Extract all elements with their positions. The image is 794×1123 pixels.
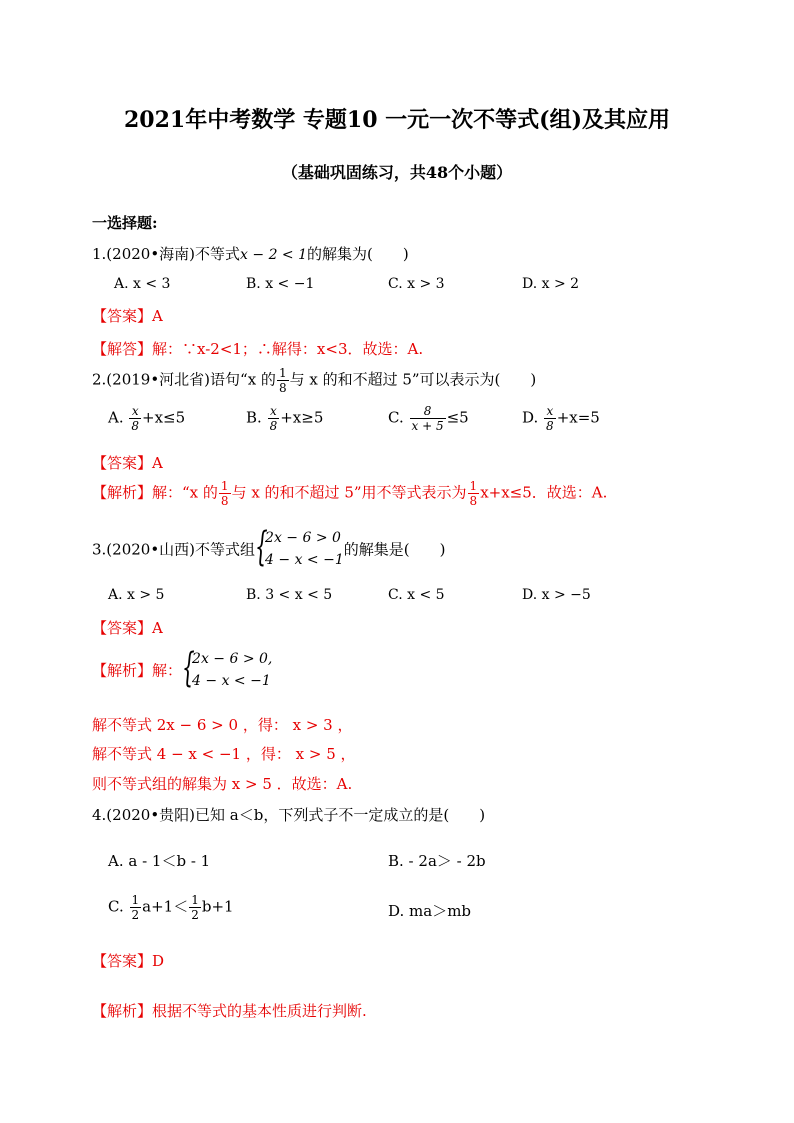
q1-stem-text: 1.(2020•海南)不等式: [92, 245, 241, 263]
q1-solution-text: 解：∵x-2<1；∴解得：x<3．故选：A.: [152, 340, 424, 358]
question-4-stem: 4.(2020•贵阳)已知 a＜b，下列式子不一定成立的是( ): [92, 806, 486, 824]
q3-stem-text: 3.(2020•山西)不等式组: [92, 540, 256, 559]
answer-tag: 【答案】: [92, 454, 153, 472]
q3-analysis-line-2: 解不等式 4 − x < −1 ，得： x > 5 ，: [92, 745, 356, 763]
question-2-stem: [92, 366, 536, 395]
q3-option-d: D. x > −5: [522, 587, 591, 603]
q1-stem-tail: 的解集为( ): [307, 245, 409, 263]
q3-option-a: A. x > 5: [108, 587, 165, 603]
q3-answer-value: A: [152, 619, 163, 637]
question-3-stem: [92, 524, 446, 571]
q3-answer: [92, 617, 163, 638]
answer-tag: 【答案】: [92, 619, 153, 637]
analysis-tag: 【解析】: [92, 1002, 153, 1020]
q4-answer: [92, 950, 164, 971]
q3-analysis-line-1: 解不等式 2x − 6 > 0 ，得： x > 3 ，: [92, 716, 353, 734]
q1-solution: [92, 338, 423, 359]
q2-answer-value: A: [152, 454, 163, 472]
answer-tag: 【答案】: [92, 952, 153, 970]
q4-option-c: C. $\frac{1}{2}$ a+1＜ $\frac{1}{2}$ b+1: [108, 893, 234, 922]
q2-stem-fraction: $\frac{1}{8}$: [278, 366, 287, 395]
q3-system: { 2x − 6 > 0 4 − x < −1: [255, 524, 344, 570]
page-subtitle: （基础巩固练习，共48个小题）: [281, 163, 513, 182]
q4-analysis: [92, 1000, 367, 1021]
question-1-stem: [92, 243, 409, 264]
q4-option-a: A. a - 1＜b - 1: [108, 852, 211, 870]
q4-option-d: D. ma＞mb: [388, 902, 472, 920]
q3-analysis: 【解析】解： { 2x − 6 > 0, 4 − x < −1: [92, 645, 273, 691]
q3-analysis-line-3: 则不等式组的解集为 x > 5 ．故选：A.: [92, 775, 353, 793]
analysis-tag: 【解析】: [92, 661, 153, 680]
q2-option-a: A. $\frac{x}{8}$ +x≤5: [108, 404, 186, 433]
q3-option-c: C. x < 5: [388, 587, 445, 603]
q2-analysis: 【解析】解：“x 的 $\frac{1}{8}$ 与 x 的和不超过 5”用不等式表示为 $\frac{1}{8}$ x+x≤5．故选：A.: [92, 479, 608, 508]
q1-option-b: B. x < −1: [246, 276, 315, 292]
q2-answer: [92, 452, 163, 473]
q3-analysis-system: { 2x − 6 > 0, 4 − x < −1: [182, 645, 273, 691]
q1-option-d: D. x > 2: [522, 276, 580, 292]
answer-tag: 【答案】: [92, 307, 153, 325]
q2-option-c: C. $\frac{8}{x + 5}$ ≤5: [388, 404, 469, 433]
q1-stem-math: x − 2 < 1: [240, 247, 308, 263]
q4-answer-value: D: [152, 952, 165, 970]
q2-option-b: B. $\frac{x}{8}$ +x≥5: [246, 404, 324, 433]
q1-option-c: C. x > 3: [388, 276, 445, 292]
q1-answer: [92, 305, 163, 326]
q1-answer-value: A: [152, 307, 163, 325]
page-title: 2021年中考数学 专题10 一元一次不等式(组)及其应用: [124, 107, 670, 133]
section-heading: 一选择题:: [92, 214, 158, 232]
q2-option-d: D. $\frac{x}{8}$ +x=5: [522, 404, 600, 433]
q2-stem-text: 2.(2019•河北省)语句“x 的: [92, 370, 276, 389]
solution-tag: 【解答】: [92, 340, 153, 358]
q2-stem-tail: 与 x 的和不超过 5”可以表示为( ): [289, 370, 537, 389]
q1-option-a: A. x < 3: [114, 276, 171, 292]
q4-analysis-text: 根据不等式的基本性质进行判断.: [152, 1002, 367, 1020]
q3-stem-tail: 的解集是( ): [343, 540, 446, 559]
q4-option-b: B. - 2a＞ - 2b: [388, 852, 486, 870]
analysis-tag: 【解析】: [92, 483, 153, 502]
q3-option-b: B. 3 < x < 5: [246, 587, 333, 603]
